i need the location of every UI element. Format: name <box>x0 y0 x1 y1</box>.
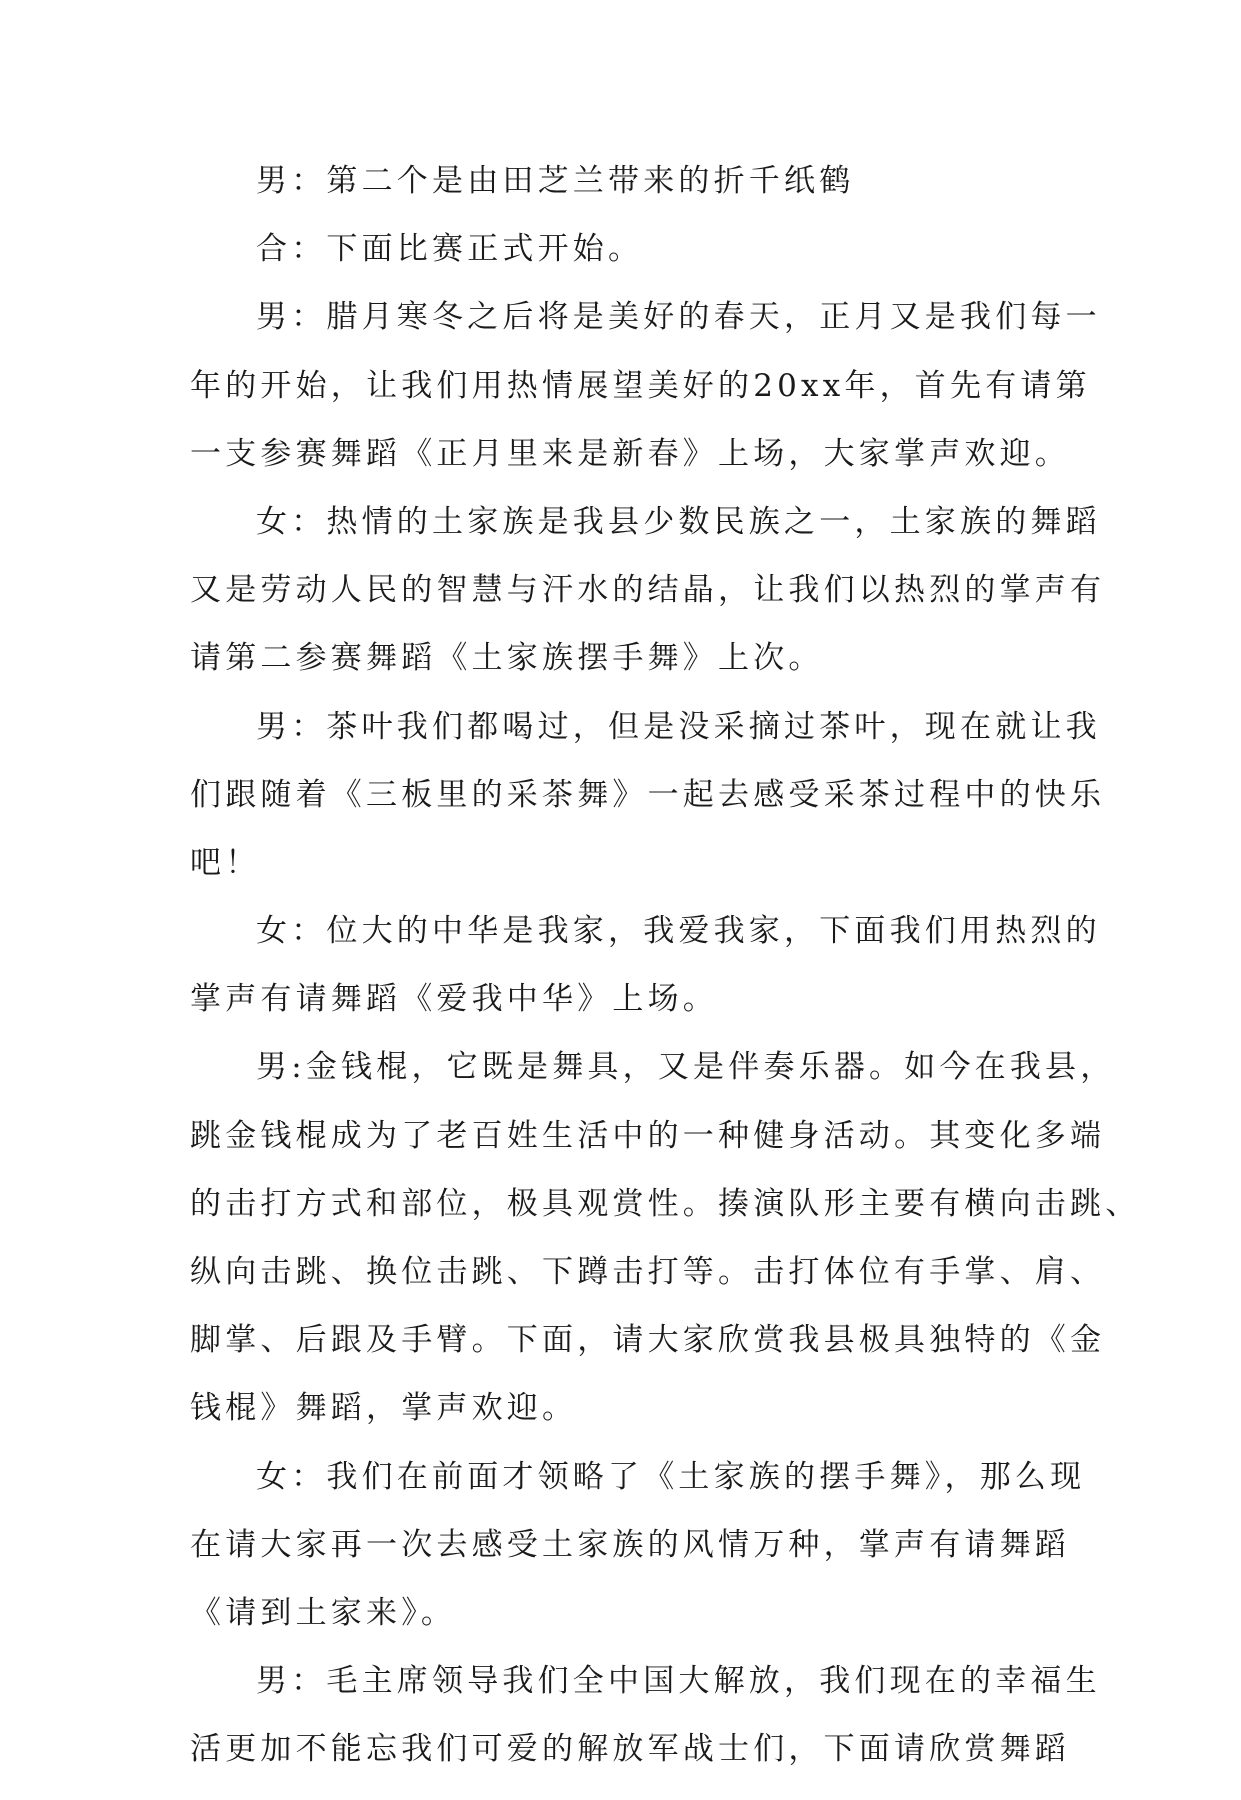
text-line: 纵向击跳、换位击跳、下蹲击打等。击打体位有手掌、肩、 <box>190 1254 1106 1290</box>
text-line: 男：第二个是由田芝兰带来的折千纸鹤 <box>256 163 855 199</box>
paragraph-8 <box>190 1458 1086 1664</box>
paragraph-7 <box>190 1049 1141 1458</box>
text-line: 脚掌、后跟及手臂。下面，请大家欣赏我县极具独特的《金 <box>190 1322 1106 1359</box>
text-line: 男：腊月寒冬之后将是美好的春天，正月又是我们每一 <box>256 299 1101 336</box>
text-line: 活更加不能忘我们可爱的解放军战士们，下面请欣赏舞蹈 <box>190 1731 1070 1768</box>
paragraph-3 <box>190 299 1101 504</box>
text-line: 男:金钱棍，它既是舞具，又是伴奏乐器。如今在我县， <box>256 1049 1116 1086</box>
text-line: 男：茶叶我们都喝过，但是没采摘过茶叶，现在就让我 <box>256 708 1101 745</box>
text-line: 男：毛主席领导我们全中国大解放，我们现在的幸福生 <box>256 1663 1101 1700</box>
text-line: 年的开始，让我们用热情展望美好的20xx年，首先有请第 <box>190 367 1091 404</box>
paragraph-2 <box>190 231 1060 299</box>
text-line: 《请到土家来》。 <box>190 1594 457 1631</box>
text-line: 的击打方式和部位，极具观赏性。揍演队形主要有横向击跳、 <box>190 1185 1141 1222</box>
paragraph-1 <box>190 163 1060 231</box>
text-line: 女：热情的土家族是我县少数民族之一，土家族的舞蹈 <box>256 503 1101 540</box>
text-line: 跳金钱棍成为了老百姓生活中的一种健身活动。其变化多端 <box>190 1117 1106 1154</box>
text-line: 合：下面比赛正式开始。 <box>256 231 644 268</box>
text-line: 钱棍》舞蹈，掌声欢迎。 <box>190 1390 578 1427</box>
text-line: 女：我们在前面才领略了《土家族的摆手舞》，那么现 <box>256 1458 1086 1495</box>
paragraph-5 <box>190 708 1106 914</box>
text-line: 们跟随着《三板里的采茶舞》一起去感受采茶过程中的快乐 <box>190 776 1106 813</box>
text-line: 女：位大的中华是我家，我爱我家，下面我们用热烈的 <box>256 913 1101 950</box>
text-line: 又是劳动人民的智慧与汗水的结晶，让我们以热烈的掌声有 <box>190 572 1106 609</box>
document-body <box>190 163 1141 1800</box>
text-line: 一支参赛舞蹈《正月里来是新春》上场，大家掌声欢迎。 <box>190 435 1070 472</box>
text-line: 掌声有请舞蹈《爱我中华》上场。 <box>190 981 718 1018</box>
paragraph-4 <box>190 503 1106 709</box>
paragraph-9 <box>190 1663 1101 1799</box>
text-line: 吧！ <box>190 844 261 881</box>
paragraph-6 <box>190 913 1101 1049</box>
text-line: 请第二参赛舞蹈《土家族摆手舞》上次。 <box>190 640 824 677</box>
text-line: 在请大家再一次去感受土家族的风情万种，掌声有请舞蹈 <box>190 1526 1070 1563</box>
